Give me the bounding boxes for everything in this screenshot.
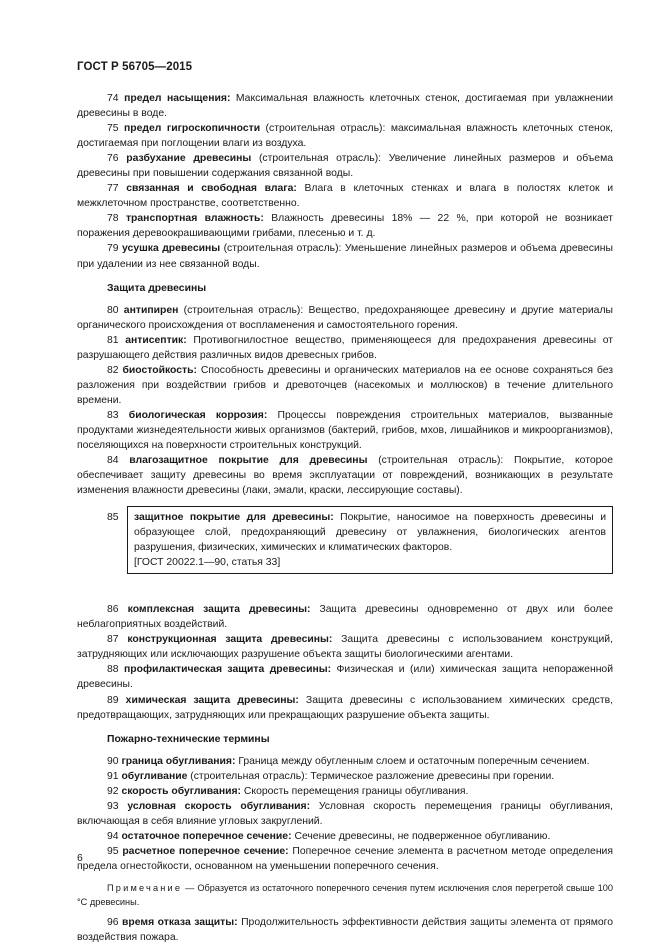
term-definition: Поперечное сечение элемента в расчетном методе определения предела огнестойкости, основанном на уменьшении поперечного сечения.	[77, 845, 613, 872]
term-name: антипирен	[123, 304, 179, 316]
term-entry	[77, 241, 613, 271]
term-entry	[77, 602, 613, 632]
term-number: 94	[107, 830, 119, 842]
term-number: 81	[107, 334, 119, 346]
section-heading-wood-protection: Защита древесины	[107, 282, 207, 294]
term-entry	[77, 408, 613, 453]
term-definition: Максимальная влажность клеточных стенок, достигаемая при увлажнении древесины в воде.	[77, 93, 613, 120]
term-name: антисептик:	[125, 334, 187, 346]
boxed-term-frame	[127, 506, 613, 574]
term-entry	[77, 662, 613, 692]
term-number: 87	[107, 634, 119, 646]
term-definition: Покрытие, наносимое на поверхность древесины и образующее слой, предохраняющий древесину от увлажнения, биологических агентов разрушения, физических, химических и климатических факторов.	[134, 512, 607, 554]
term-number: 83	[107, 409, 119, 421]
term-name: расчетное поперечное сечение:	[122, 845, 289, 857]
term-name: транспортная влажность:	[125, 213, 264, 225]
document-header: ГОСТ Р 56705—2015	[77, 61, 193, 73]
term-definition: (строительная отрасль): максимальная влажность клеточных стенок, достигаемая при поглощении влаги из воздуха.	[77, 123, 614, 150]
term-entry	[77, 303, 613, 333]
term-entry	[77, 363, 613, 408]
term-entry	[77, 799, 613, 829]
term-number: 85	[107, 512, 119, 524]
term-definition: Сечение древесины, не подверженное обугливанию.	[291, 830, 551, 842]
term-definition: Скорость перемещения границы обугливания.	[241, 785, 469, 797]
term-name: остаточное поперечное сечение:	[121, 830, 292, 842]
term-name: обугливание	[121, 770, 188, 782]
term-number: 95	[107, 845, 119, 857]
term-number: 78	[107, 213, 119, 225]
term-name: химическая защита древесины:	[125, 694, 299, 706]
term-definition: Защита древесины с использованием химических средств, предотвращающих, затрудняющих или прекращающих разрушение объекта защиты.	[77, 694, 613, 721]
term-name: профилактическая защита древесины:	[124, 664, 332, 676]
term-definition: Условная скорость перемещения границы обугливания, включающая в себя влияние угловых закруглений.	[77, 800, 614, 827]
term-definition: Процессы повреждения строительных материалов, вызванные продуктами жизнедеятельности живых организмов (бактерий, грибов, мхов, лишайников и микроорганизмов), поселяющихся на поверхности строительных конструкций.	[77, 409, 613, 452]
term-entry	[77, 181, 613, 211]
term-definition: (строительная отрасль): Уменьшение линейных размеров и объема древесины при удалении из нее связанной воды.	[77, 243, 613, 270]
term-entry	[77, 453, 613, 498]
term-definition: (строительная отрасль): Термическое разложение древесины при горении.	[187, 770, 555, 782]
term-definition: Влага в клеточных стенках и влага в полостях клеток и межклеточном пространстве, соответственно.	[77, 183, 613, 210]
note-text: — Образуется из остаточного поперечного сечения путем исключения слоя перегретой свыше 100 °С древесины.	[77, 883, 613, 907]
term-number: 86	[107, 604, 119, 616]
term-definition: Защита древесины одновременно от двух или более неблагоприятных воздействий.	[77, 604, 613, 631]
term-name: граница обугливания:	[121, 755, 236, 767]
term-number: 77	[107, 183, 119, 195]
terms-fire-group	[77, 754, 613, 874]
term-definition: Способность древесины и органических материалов на ее основе сохраняться без разложения при воздействии грибов и древоточцев (насекомых и моллюсков) в течение длительного времени.	[77, 364, 614, 406]
term-name: конструкционная защита древесины:	[127, 634, 333, 646]
page-number: 6	[77, 853, 83, 864]
term-entry	[77, 211, 613, 241]
term-name: биостойкость:	[122, 364, 197, 376]
term-name: скорость обугливания:	[121, 785, 242, 797]
term-number: 88	[107, 664, 119, 676]
term-entry	[77, 754, 613, 769]
boxed-term-85	[77, 506, 613, 594]
term-entry	[77, 769, 613, 784]
terms-moisture-group	[77, 91, 613, 272]
note-label: Примечание	[107, 883, 183, 894]
term-number: 90	[107, 755, 119, 767]
section-heading-fire-terms: Пожарно-технические термины	[107, 733, 270, 745]
term-number: 75	[107, 123, 119, 135]
term-number: 92	[107, 785, 119, 797]
term-number: 93	[107, 800, 119, 812]
term-name: условная скорость обугливания:	[127, 800, 311, 812]
term-name: время отказа защиты:	[122, 917, 238, 929]
term-entry	[77, 693, 613, 723]
term-definition: (строительная отрасль): Покрытие, которое обеспечивает защиту древесины во время эксплуатации от повреждений, возникающих в результате изменения влажности древесины (лаки, эмали, краски, лессирующие составы).	[77, 455, 613, 497]
term-entry	[77, 333, 613, 363]
term-entry	[77, 91, 613, 121]
term-entry	[77, 829, 613, 844]
term-number: 74	[107, 93, 119, 104]
terms-protection-group	[77, 303, 613, 499]
term-entry	[77, 844, 613, 874]
term-definition: Защита древесины с использованием конструкций, затрудняющих или исключающих разрушение объекта защиты биологическими агентами.	[77, 634, 613, 661]
term-number: 82	[107, 364, 119, 376]
term-definition: Продолжительность эффективности действия защиты элемента от прямого воздействия пожара.	[77, 917, 613, 944]
term-entry	[77, 121, 613, 151]
term-entry	[77, 915, 613, 945]
term-number: 84	[107, 455, 119, 467]
term-number: 79	[107, 243, 119, 255]
term-name: биологическая коррозия:	[128, 409, 268, 421]
term-entry	[77, 151, 613, 181]
term-reference: [ГОСТ 20022.1—90, статья 33]	[134, 557, 281, 569]
document-body	[77, 91, 613, 945]
term-definition: Влажность древесины 18% — 22 %, при которой не возникает поражения деревоокрашивающими грибами, плесенью и т. д.	[77, 213, 613, 240]
note-paragraph	[77, 882, 613, 909]
term-name: связанная и свободная влага:	[126, 183, 297, 195]
term-number: 91	[107, 770, 119, 782]
term-definition: Граница между обугленным слоем и остаточным поперечным сечением.	[235, 755, 590, 767]
term-definition: (строительная отрасль): Увеличение линейных размеров и объема древесины при повышении содержания связанной воды.	[77, 153, 613, 180]
terms-protection-types-group	[77, 602, 613, 722]
term-name: защитное покрытие для древесины:	[134, 512, 334, 524]
term-name: комплексная защита древесины:	[127, 604, 311, 616]
term-definition: Физическая и (или) химическая защита непораженной древесины.	[77, 664, 614, 691]
term-number: 96	[107, 917, 119, 929]
term-number: 89	[107, 694, 119, 706]
term-entry	[77, 784, 613, 799]
term-name: предел гигроскопичности	[124, 123, 261, 135]
term-name: усушка древесины	[122, 243, 221, 255]
term-definition: Противогнилостное вещество, применяющееся для предохранения древесины от разрушающего действия различных видов древесных грибов.	[77, 334, 614, 361]
term-number: 76	[107, 153, 119, 165]
term-name: влагозащитное покрытие для древесины	[129, 455, 368, 467]
term-entry	[77, 632, 613, 662]
term-number: 80	[107, 304, 119, 316]
terms-fire-failure-group	[77, 915, 613, 945]
term-definition: (строительная отрасль): Вещество, предохраняющее древесину и другие материалы органического происхождения от воспламенения и самостоятельного горения.	[77, 304, 613, 331]
term-name: разбухание древесины	[126, 153, 252, 165]
term-name: предел насыщения:	[124, 93, 231, 104]
